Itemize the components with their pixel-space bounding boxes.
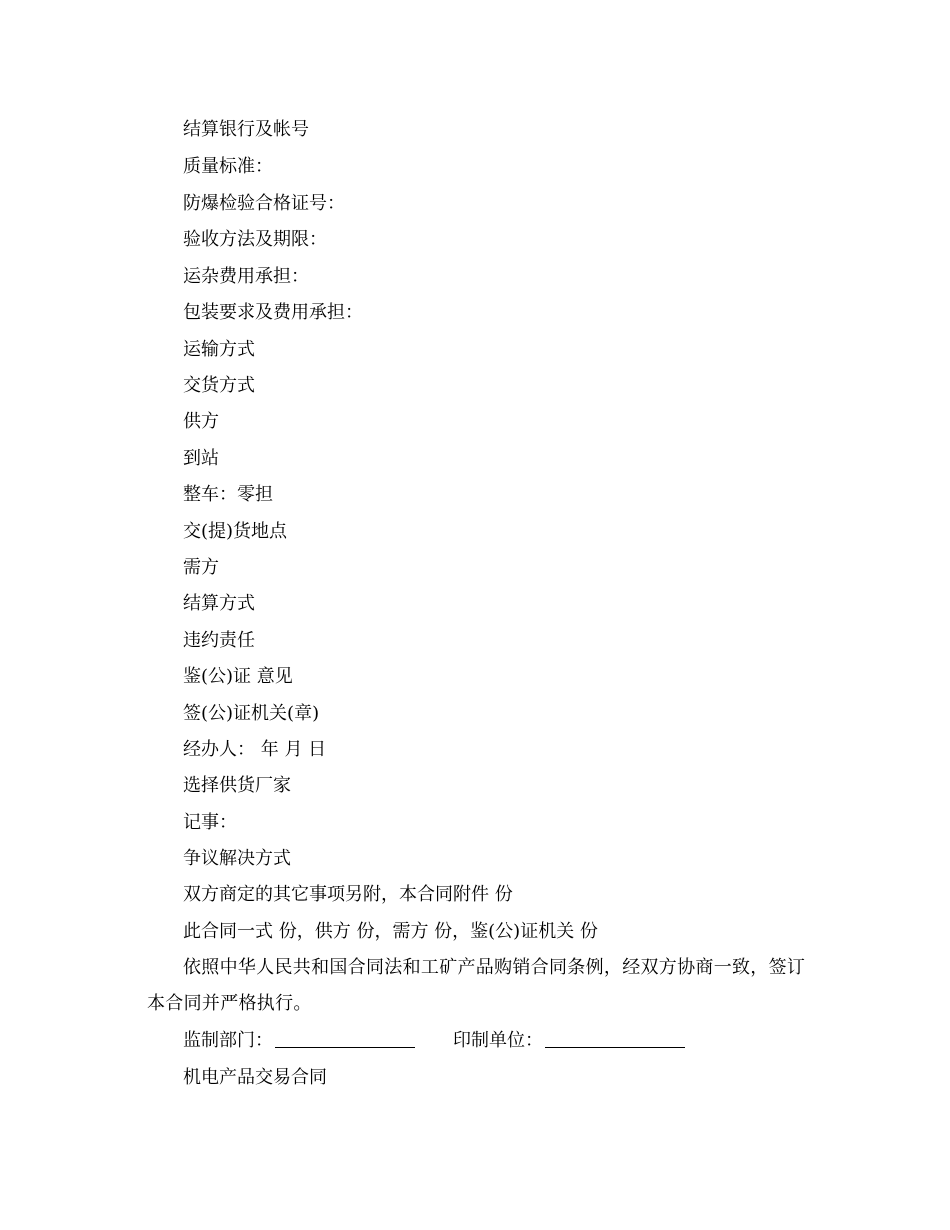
text-line: 到站 bbox=[183, 448, 219, 469]
text-line: 包装要求及费用承担： bbox=[183, 302, 363, 323]
supervise-label: 监制部门： bbox=[183, 1030, 273, 1051]
text-line: 经办人： 年 月 日 bbox=[183, 739, 327, 760]
print-blank bbox=[545, 1029, 685, 1048]
body-paragraph: 依照中华人民共和国合同法和工矿产品购销合同条例，经双方协商一致，签订本合同并严格执行。 bbox=[147, 957, 806, 1014]
print-label: 印制单位： bbox=[453, 1030, 543, 1051]
text-line: 需方 bbox=[183, 557, 219, 578]
text-line: 签(公)证机关(章) bbox=[183, 703, 320, 724]
text-line: 争议解决方式 bbox=[183, 848, 291, 869]
text-line: 选择供货厂家 bbox=[183, 775, 291, 796]
text-line: 整车：零担 bbox=[183, 484, 273, 505]
text-line: 违约责任 bbox=[183, 630, 255, 651]
footer-line bbox=[183, 1029, 685, 1053]
text-line: 运杂费用承担： bbox=[183, 266, 309, 287]
document-title: 机电产品交易合同 bbox=[183, 1067, 327, 1088]
text-line: 双方商定的其它事项另附，本合同附件 份 bbox=[183, 884, 513, 905]
text-line: 供方 bbox=[183, 411, 219, 432]
text-line: 鉴(公)证 意见 bbox=[183, 666, 293, 687]
text-line: 交(提)货地点 bbox=[183, 521, 288, 542]
text-line: 记事： bbox=[183, 812, 237, 833]
text-line: 运输方式 bbox=[183, 339, 255, 360]
text-line: 结算方式 bbox=[183, 593, 255, 614]
text-line: 防爆检验合格证号： bbox=[183, 193, 345, 214]
supervise-blank bbox=[275, 1029, 415, 1048]
text-line: 结算银行及帐号 bbox=[183, 119, 309, 140]
text-line: 此合同一式 份，供方 份，需方 份，鉴(公)证机关 份 bbox=[183, 921, 598, 942]
text-line: 交货方式 bbox=[183, 375, 255, 396]
text-line: 验收方法及期限： bbox=[183, 229, 327, 250]
text-line: 质量标准： bbox=[183, 156, 273, 177]
